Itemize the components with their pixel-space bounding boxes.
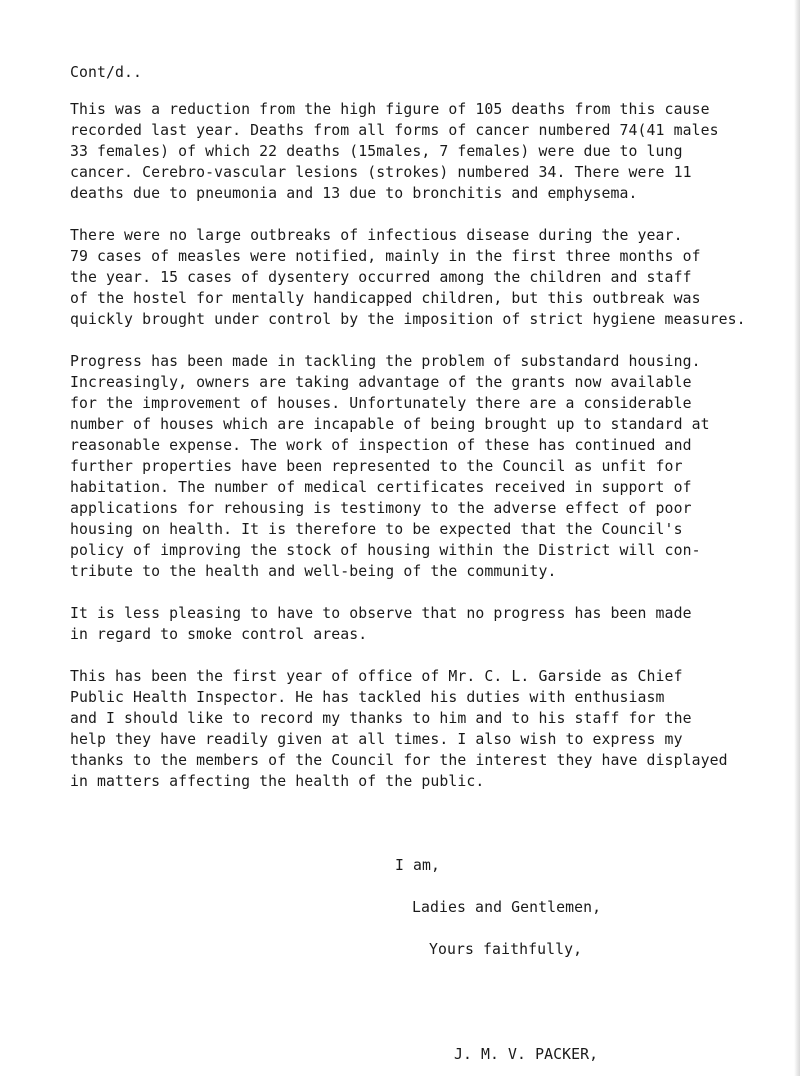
text-line: This was a reduction from the high figure of 105 deaths from this cause <box>70 101 710 118</box>
signatory-name: J. M. V. PACKER, <box>454 1046 599 1063</box>
text-line: housing on health. It is therefore to be expected that the Council's <box>70 521 683 538</box>
text-line: Progress has been made in tackling the problem of substandard housing. <box>70 353 701 370</box>
text-line: and I should like to record my thanks to him and to his staff for the <box>70 710 692 727</box>
text-line: recorded last year. Deaths from all forms of cancer numbered 74(41 males <box>70 122 719 139</box>
text-line: Public Health Inspector. He has tackled his duties with enthusiasm <box>70 689 665 706</box>
text-line: 79 cases of measles were notified, mainly in the first three months of <box>70 248 701 265</box>
text-line: habitation. The number of medical certificates received in support of <box>70 479 692 496</box>
text-line: cancer. Cerebro-vascular lesions (strokes) numbered 34. There were 11 <box>70 164 692 181</box>
text-line: in regard to smoke control areas. <box>70 626 368 643</box>
text-line: of the hostel for mentally handicapped children, but this outbreak was <box>70 290 701 307</box>
text-line: 33 females) of which 22 deaths (15males, 7 females) were due to lung <box>70 143 683 160</box>
closing-valediction: Yours faithfully, <box>429 941 583 958</box>
text-line: This has been the first year of office of Mr. C. L. Garside as Chief <box>70 668 683 685</box>
text-line: quickly brought under control by the imposition of strict hygiene measures. <box>70 311 746 328</box>
text-line: policy of improving the stock of housing within the District will con- <box>70 542 701 559</box>
text-line: tribute to the health and well-being of the community. <box>70 563 557 580</box>
page-edge-shadow <box>794 0 800 1076</box>
text-line: reasonable expense. The work of inspection of these has continued and <box>70 437 692 454</box>
text-line: There were no large outbreaks of infectious disease during the year. <box>70 227 683 244</box>
closing-i-am: I am, <box>395 857 441 874</box>
text-line: further properties have been represented to the Council as unfit for <box>70 458 683 475</box>
text-line: deaths due to pneumonia and 13 due to bronchitis and emphysema. <box>70 185 638 202</box>
text-line: It is less pleasing to have to observe that no progress has been made <box>70 605 692 622</box>
text-line: help they have readily given at all times. I also wish to express my <box>70 731 683 748</box>
text-line: Increasingly, owners are taking advantage of the grants now available <box>70 374 692 391</box>
text-line: for the improvement of houses. Unfortunately there are a considerable <box>70 395 692 412</box>
continuation-marker: Cont/d.. <box>70 64 143 81</box>
text-line: thanks to the members of the Council for the interest they have displayed <box>70 752 728 769</box>
text-line: in matters affecting the health of the public. <box>70 773 485 790</box>
text-line: the year. 15 cases of dysentery occurred among the children and staff <box>70 269 692 286</box>
closing-salutation: Ladies and Gentlemen, <box>412 899 602 916</box>
text-line: applications for rehousing is testimony to the adverse effect of poor <box>70 500 692 517</box>
text-line: number of houses which are incapable of being brought up to standard at <box>70 416 710 433</box>
